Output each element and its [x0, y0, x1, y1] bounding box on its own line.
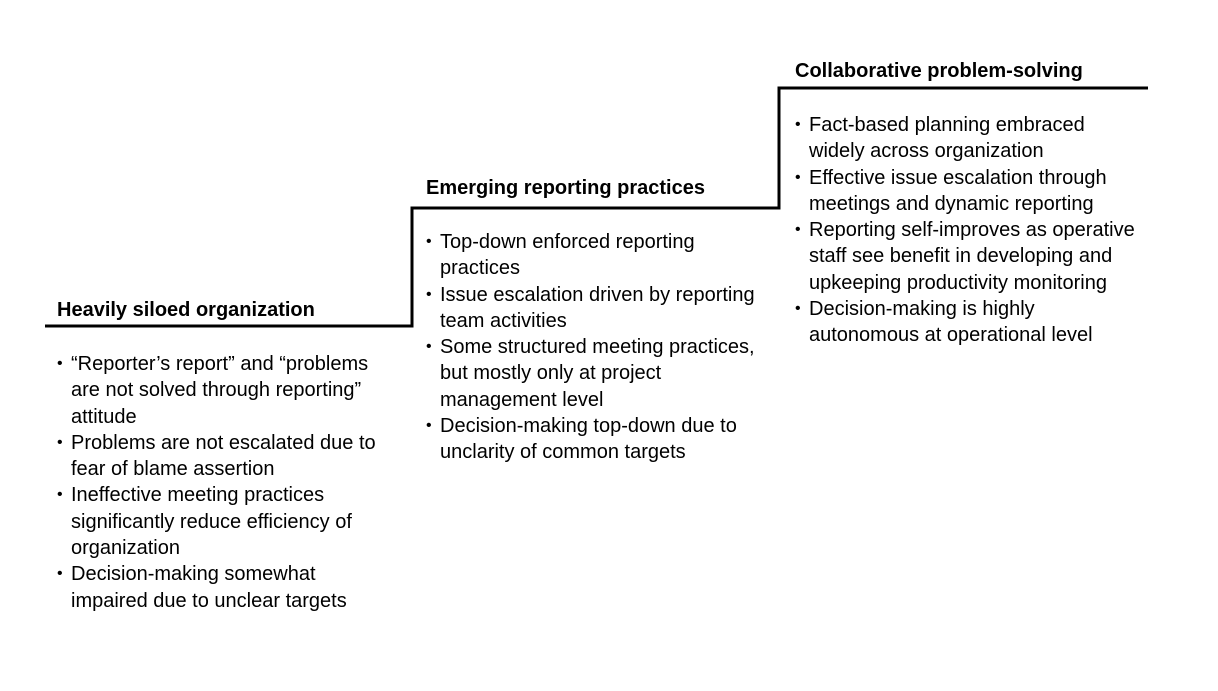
list-item: • Decision-making top-down due to unclarity of common targets	[426, 413, 756, 466]
stage-3-bullet-list	[795, 112, 1140, 349]
stage-2-bullet-list	[426, 229, 756, 466]
list-item: • Problems are not escalated due to fear of blame assertion	[57, 430, 397, 483]
list-item: • Top-down enforced reporting practices	[426, 229, 756, 282]
stage-3-title: Collaborative problem-solving	[795, 60, 1083, 82]
list-item: • Reporting self-improves as operative staff see benefit in developing and upkeeping productivity monitoring	[795, 217, 1140, 296]
list-item: • “Reporter’s report” and “problems are not solved through reporting” attitude	[57, 351, 397, 430]
stage-1-title: Heavily siloed organization	[57, 299, 315, 321]
list-item: • Decision-making somewhat impaired due to unclear targets	[57, 561, 397, 614]
stage-2-title: Emerging reporting practices	[426, 177, 705, 199]
stage-1-bullet-list	[57, 351, 397, 614]
list-item: • Ineffective meeting practices significantly reduce efficiency of organization	[57, 482, 397, 561]
list-item: • Fact-based planning embraced widely across organization	[795, 112, 1140, 165]
list-item: • Effective issue escalation through meetings and dynamic reporting	[795, 165, 1140, 218]
list-item: • Some structured meeting practices, but mostly only at project management level	[426, 334, 756, 413]
list-item: • Decision-making is highly autonomous at operational level	[795, 296, 1140, 349]
list-item: • Issue escalation driven by reporting team activities	[426, 282, 756, 335]
